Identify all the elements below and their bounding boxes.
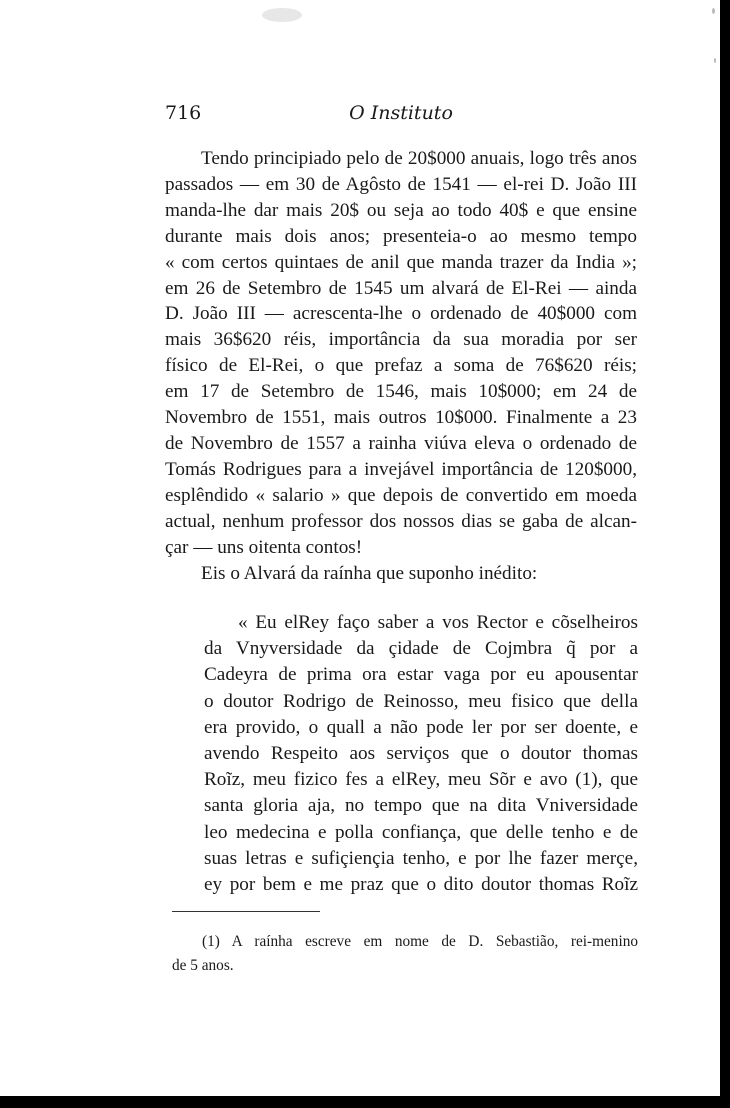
paragraph-line: actual, nenhum professor dos nossos dias se gaba de alcan- — [165, 510, 637, 532]
paragraph-intro-alvara: Eis o Alvará da raínha que suponho inédito: — [201, 562, 538, 584]
quote-line: ey por bem e me praz que o dito doutor thomas Roĩz — [204, 874, 638, 896]
quote-line: Cadeyra de prima ora estar vaga por eu apousentar — [204, 664, 638, 686]
page-number: 716 — [165, 102, 202, 124]
paragraph-line: manda-lhe dar mais 20$ ou seja ao todo 40$ e que ensine — [165, 199, 637, 221]
paragraph-line: « com certos quintaes de anil que manda trazer da India »; — [165, 251, 637, 273]
paragraph-line: durante mais dois anos; presenteia-o ao mesmo tempo — [165, 225, 637, 247]
quote-line: santa gloria aja, no tempo que na dita Vniversidade — [204, 795, 638, 817]
paragraph-line: mais 36$620 réis, importância da sua moradia por ser — [165, 329, 637, 351]
scan-speck — [262, 8, 302, 22]
paragraph-line: çar — uns oitenta contos! — [165, 536, 363, 558]
paragraph-line: Tomás Rodrigues para a invejável importância de 120$000, — [165, 458, 637, 480]
quote-line: o doutor Rodrigo de Reinosso, meu fisico que della — [204, 690, 638, 712]
scan-speck — [714, 58, 716, 63]
paragraph-line: Tendo principiado pelo de 20$000 anuais, logo três anos — [201, 148, 637, 169]
quote-line: era provido, o quall a não pode ler por ser doente, e — [204, 716, 638, 738]
scan-border-bottom — [0, 1096, 730, 1108]
quoted-alvara — [204, 610, 638, 898]
footnote-line: de 5 anos. — [172, 957, 234, 974]
scan-speck — [712, 8, 715, 14]
paragraph-line: Novembro de 1551, mais outros 10$000. Finalmente a 23 — [165, 407, 637, 429]
paragraph-line: passados — em 30 de Agôsto de 1541 — el-rei D. João III — [165, 173, 637, 195]
quote-line: suas letras e sufiçiençia tenho, e por lhe fazer merçe, — [204, 847, 638, 869]
scan-border-right — [720, 0, 730, 1108]
quote-line: « Eu elRey faço saber a vos Rector e cõselheiros — [238, 612, 638, 633]
footnote-line: (1) A raínha escreve em nome de D. Sebastião, rei-menino — [202, 933, 638, 950]
paragraph-line: em 26 de Setembro de 1545 um alvará de El-Rei — ainda — [165, 277, 637, 299]
running-title: O Instituto — [349, 102, 453, 124]
footnote — [172, 930, 638, 978]
paragraph-line: esplêndido « salario » que depois de convertido em moeda — [165, 484, 637, 506]
page-header — [165, 102, 637, 132]
paragraph-line: D. João III — acrescenta-lhe o ordenado de 40$000 com — [165, 303, 637, 325]
quote-line: avendo Respeito aos serviços que o doutor thomas — [204, 743, 638, 765]
footnote-divider — [172, 911, 320, 912]
paragraph-line: físico de El-Rei, o que prefaz a soma de 76$620 réis; — [165, 355, 637, 377]
paragraph-line: em 17 de Setembro de 1546, mais 10$000; em 24 de — [165, 381, 637, 403]
quote-line: leo medecina e polla confiança, que delle tenho e de — [204, 821, 638, 843]
body-text — [165, 146, 637, 586]
paragraph-line: de Novembro de 1557 a rainha viúva eleva o ordenado de — [165, 432, 637, 454]
quote-line: Roĩz, meu fizico fes a elRey, meu Sõr e avo (1), que — [204, 769, 638, 791]
quote-line: da Vnyversidade da çidade de Cojmbra q̃ por a — [204, 638, 638, 660]
